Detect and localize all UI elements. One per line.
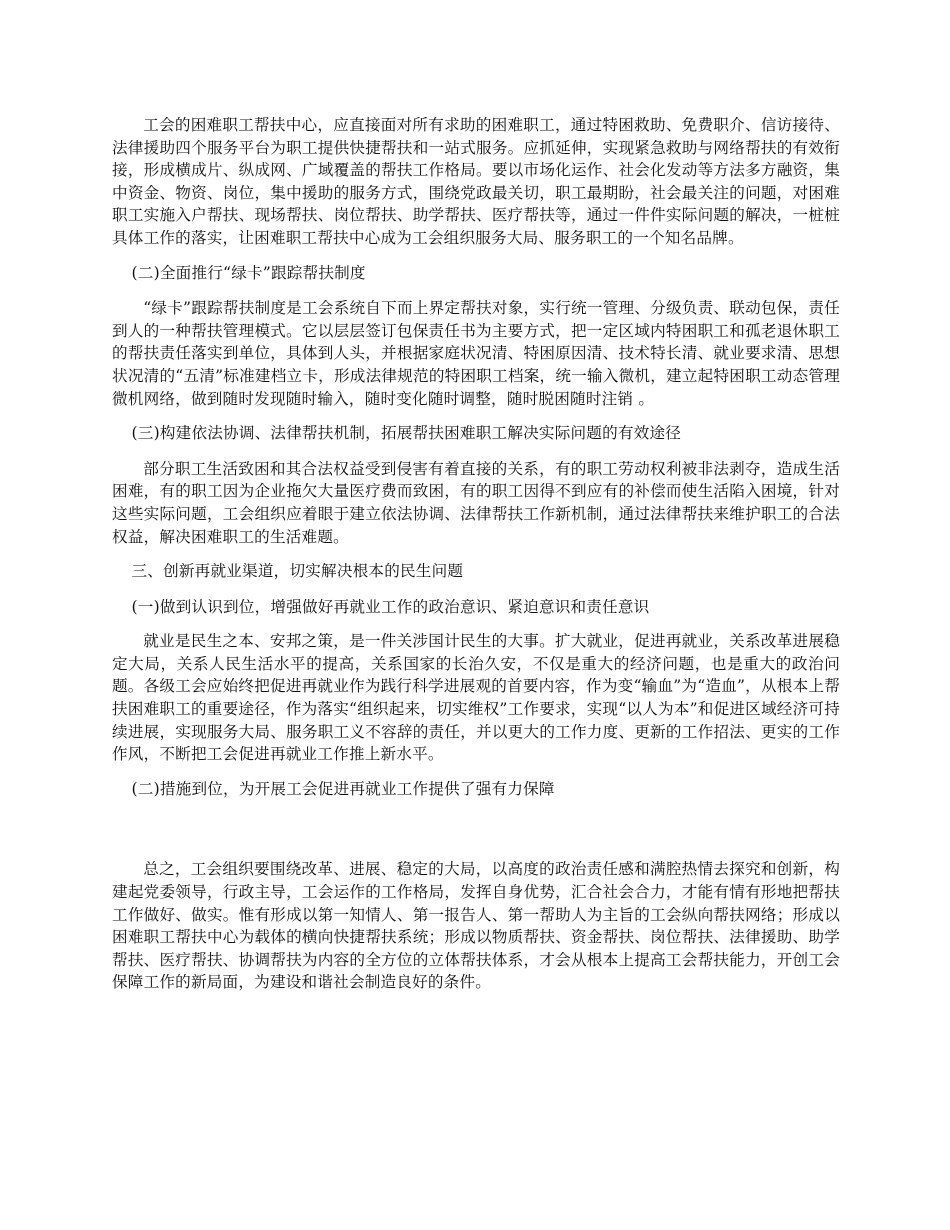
heading-legal-assistance: (三)构建依法协调、法律帮扶机制，拓展帮扶困难职工解决实际问题的有效途径 xyxy=(131,424,682,443)
paragraph-legal-assistance: 部分职工生活致困和其合法权益受到侵害有着直接的关系，有的职工劳动权利被非法剥夺，造成生活困难，有的职工因为企业拖欠大量医疗费而致困，有的职工因得不到应有的补偿而使生活陷入困境，针对这些实际问题，工会组织应着眼于建立依法协调、法律帮扶工作新机制，通过法律帮扶来维护职工的合法权益，解决困难职工的生活难题。 xyxy=(112,459,840,546)
paragraph-green-card: “绿卡”跟踪帮扶制度是工会系统自下而上界定帮扶对象，实行统一管理、分级负责、联动包保，责任到人的一种帮扶管理模式。它以层层签订包保责任书为主要方式，把一定区域内特困职工和孤老退休职工的帮扶责任落实到单位，具体到人头，并根据家庭状况清、特困原因清、技术特长清、就业要求清、思想状况清的“五清”标准建档立卡，形成法律规范的特困职工档案，统一输入微机，建立起特困职工动态管理微机网络，做到随时发现随时输入，随时变化随时调整，随时脱困随时注销 。 xyxy=(112,299,840,408)
heading-measures: (二)措施到位，为开展工会促进再就业工作提供了强有力保障 xyxy=(131,779,555,798)
paragraph-assistance-center: 工会的困难职工帮扶中心，应直接面对所有求助的困难职工，通过特困救助、免费职介、信访接待、法律援助四个服务平台为职工提供快捷帮扶和一站式服务。应抓延伸，实现紧急救助与网络帮扶的有效衔接，形成横成片、纵成网、广域覆盖的帮扶工作格局。要以市场化运作、社会化发动等方法多方融资，集中资金、物资、岗位，集中援助的服务方式，围绕党政最关切，职工最期盼，社会最关注的问题，对困难职工实施入户帮扶、现场帮扶、岗位帮扶、助学帮扶、医疗帮扶等，通过一件件实际问题的解决，一桩桩具体工作的落实，让困难职工帮扶中心成为工会组织服务大局、服务职工的一个知名品牌。 xyxy=(112,116,840,247)
document-page xyxy=(112,114,840,994)
heading-green-card: (二)全面推行“绿卡”跟踪帮扶制度 xyxy=(131,263,366,282)
paragraph-reemployment: 就业是民生之本、安邦之策，是一件关涉国计民生的大事。扩大就业，促进再就业，关系改革进展稳定大局，关系人民生活水平的提高，关系国家的长治久安，不仅是重大的经济问题，也是重大的政治问题。各级工会应始终把促进再就业作为践行科学进展观的首要内容，作为变“输血”为“造血”，从根本上帮扶困难职工的重要途径，作为落实“组织起来，切实维权”工作要求，实现“以人为本”和促进区域经济可持续进展，实现服务大局、服务职工义不容辞的责任，并以更大的工作力度、更新的工作招法、更实的工作作风，不断把工会促进再就业工作推上新水平。 xyxy=(112,632,840,764)
heading-section-three: 三、创新再就业渠道，切实解决根本的民生问题 xyxy=(131,562,464,581)
paragraph-conclusion: 总之，工会组织要围绕改革、进展、稳定的大局，以高度的政治责任感和满腔热情去探究和创新，构建起党委领导，行政主导，工会运作的工作格局，发挥自身优势，汇合社会合力，才能有情有形地把帮扶工作做好、做实。惟有形成以第一知情人、第一报告人、第一帮助人为主旨的工会纵向帮扶网络；形成以困难职工帮扶中心为载体的横向快捷帮扶系统；形成以物质帮扶、资金帮扶、岗位帮扶、法律援助、助学帮扶、医疗帮扶、协调帮扶为内容的全方位的立体帮扶体系，才会从根本上提高工会帮扶能力，开创工会保障工作的新局面，为建设和谐社会制造良好的条件。 xyxy=(112,860,840,992)
heading-awareness: (一)做到认识到位，增强做好再就业工作的政治意识、紧迫意识和责任意识 xyxy=(131,597,650,616)
